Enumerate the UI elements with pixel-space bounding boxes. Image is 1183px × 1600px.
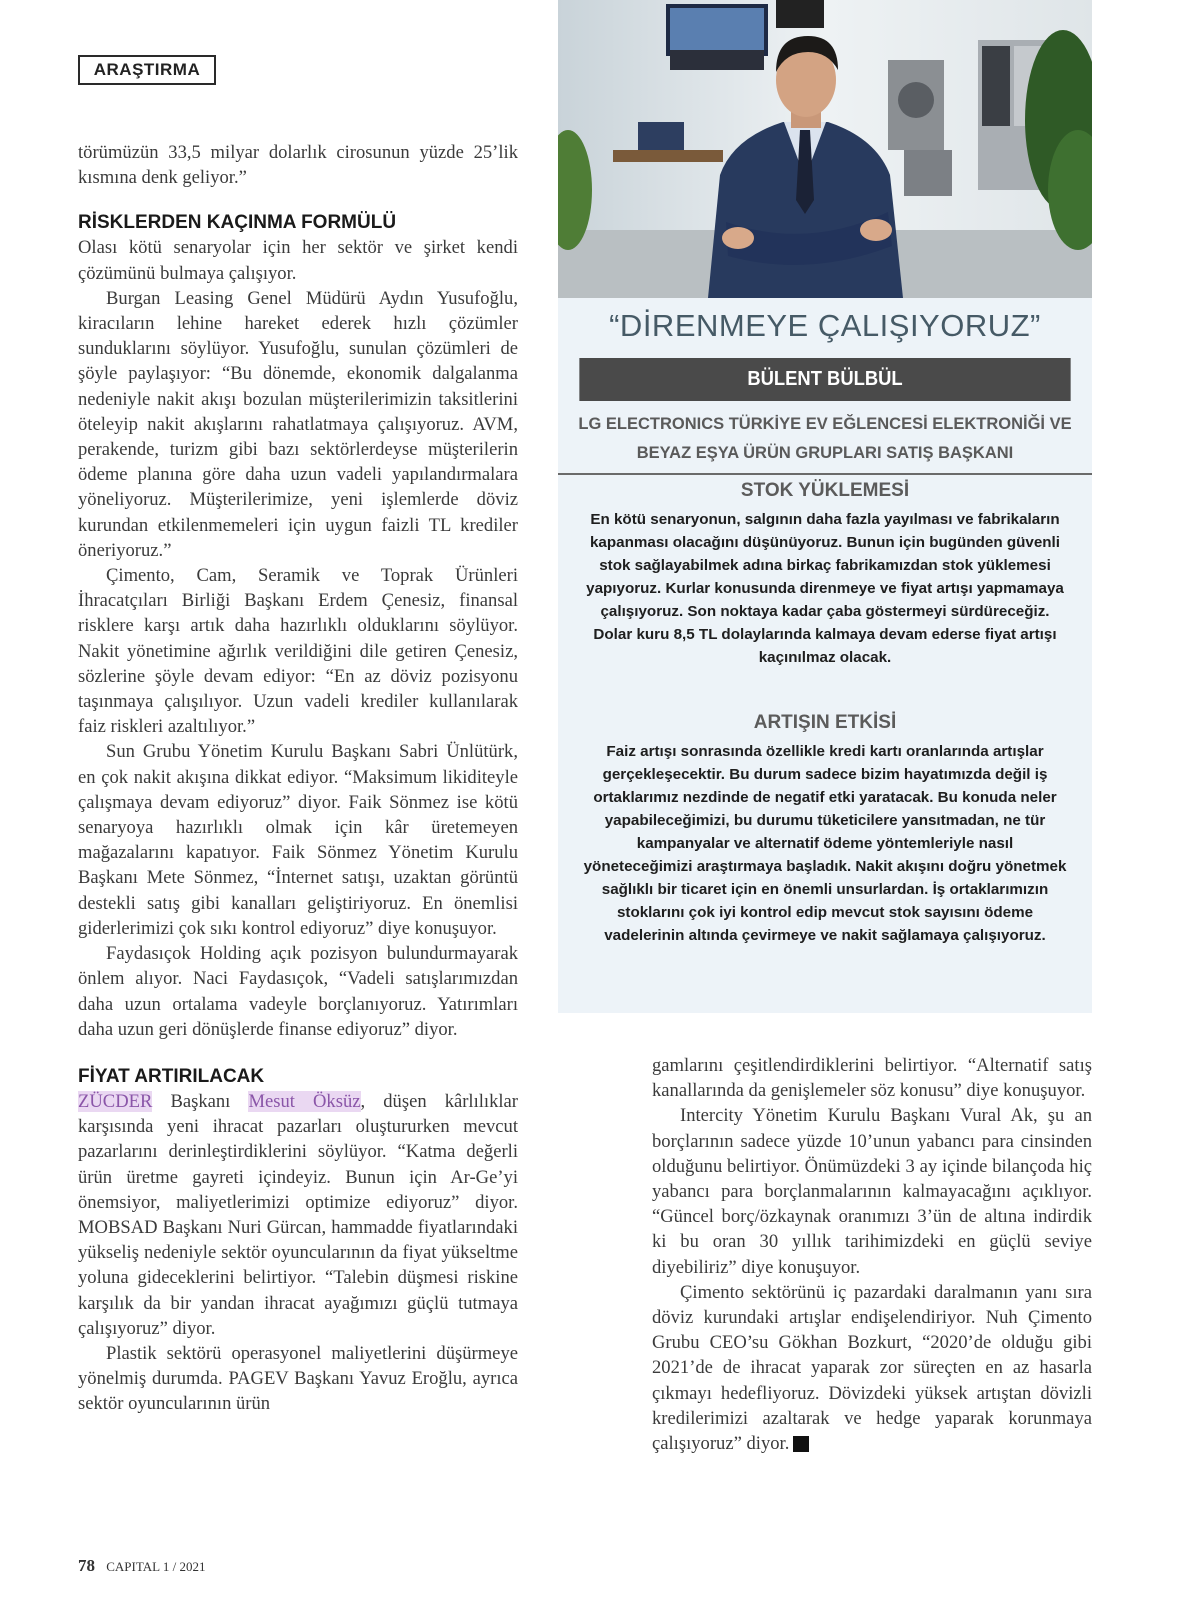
end-mark-icon: C — [793, 1436, 809, 1452]
paragraph: Olası kötü senaryolar için her sektör ve şirket kendi çözümünü bulmaya çalışıyor. — [78, 237, 518, 284]
issue-number: 1 / 2021 — [162, 1559, 206, 1574]
paragraph: törümüzün 33,5 milyar dolarlık cirosunun yüzde 25’lik kısmına denk geliyor.” — [78, 142, 518, 189]
sidebar-name-bar: BÜLENT BÜLBÜL — [579, 358, 1070, 401]
magazine-name: CAPITAL — [106, 1559, 160, 1574]
section-tag: ARAŞTIRMA — [78, 55, 216, 85]
sidebar-text-stock: En kötü senaryonun, salgının daha fazla yayılması ve fabrikaların kapanması olacağını düşünüyoruz. Bunun için bugünden güvenli stok sağlayabilmek adına birkaç fabrikamızdan stok yüklemesi yapıyoruz. Kurlar konusunda direnmeye ve fiyat artışı yapmamaya çalışıyoruz. Son noktaya kadar çaba göstermeyi sürdüreceğiz. Dolar kuru 8,5 TL dolaylarında kalmaya devam ederse fiyat artışı kaçınılmaz olacak. — [586, 511, 1064, 666]
sidebar-divider — [558, 473, 1092, 475]
portrait-photo — [558, 0, 1092, 298]
paragraph: Faydasıçok Holding açık pozisyon bulundurmayarak önlem alıyor. Naci Faydasıçok, “Vadeli satışlarımızdan daha uzun ortalama vadeyle borçlanıyoruz. Yatırımları daha uzun geri dönüşlerde finanse ediyoruz” diyor. — [78, 943, 518, 1040]
sidebar-subheading-impact: ARTIŞIN ETKİSİ — [753, 712, 897, 733]
paragraph: Çimento sektörünü iç pazardaki daralmanın yanı sıra döviz kurundaki artışlar endişelendiriyor. Nuh Çimento Grubu CEO’su Gökhan Bozkurt, “2020’de olduğu gibi 2021’de de ihracat yaparak zor süreçten en az hasarla çıkmayı hedefliyoruz. Dövizdeki yüksek artıştan dövizli kredilerimizi azaltarak ve hedge yaparak korunmaya çalışıyoruz” diyor. C — [652, 1281, 1092, 1455]
sidebar-role-line: LG ELECTRONICS TÜRKİYE EV EĞLENCESİ ELEKTRONİĞİ VE — [578, 415, 1072, 433]
right-column — [652, 1053, 1092, 1456]
paragraph: Sun Grubu Yönetim Kurulu Başkanı Sabri Ünlütürk, en çok nakit akışına dikkat ediyor. “Maksimum likiditeyle çalışmaya devam ediyoruz” diyor. Faik Sönmez ise kötü senaryoya hazırlıklı olmak için kâr üretemeyen mağazalarını kapatıyor. Faik Sönmez Yönetim Kurulu Başkanı Mete Sönmez, “İnternet satışı, uzaktan görüntü destekli satış gibi kanalları geliştiriyoruz. En önemlisi giderlerimizi çok sıkı kontrol ediyoruz” diye konuşuyor. — [78, 741, 518, 939]
sidebar-subheading-stock: STOK YÜKLEMESİ — [740, 480, 910, 501]
paragraph: Plastik sektörü operasyonel maliyetlerini düşürmeye yönelmiş durumda. PAGEV Başkanı Yavuz Eroğlu, ayrıca sektör oyuncularının ürün — [78, 1342, 518, 1415]
sidebar-text-impact: Faiz artışı sonrasında özellikle kredi kartı oranlarında artışlar gerçekleşecektir. Bu durum sadece bizim hayatımızda değil iş ortaklarımız nezdinde de negatif etki yaratacak. Bu konuda neler yapabileceğimizi, bu durumu tüketicilere yansıtmadan, ne tür kampanyalar ve alternatif ödeme yöntemleriyle nasıl yöneteceğimizi araştırmaya başladık. Nakit akışını doğru yönetmek sağlıklı bir ticaret için en önemli unsurlardan. İş ortaklarımızın stoklarını çok iyi kontrol edip mevcut stok sayısını ödeme vadelerinin altında çevirmeye ve nakit sağlamaya çalışıyoruz. — [583, 743, 1067, 944]
paragraph: Çimento, Cam, Seramik ve Toprak Ürünleri İhracatçıları Birliği Başkanı Erdem Çenesiz, finansal risklere karşı artık daha hazırlıklı olduklarını söylüyor. Nakit yönetimine ağırlık verildiğini dile getiren Çenesiz, sözlerine şöyle devam ediyor: “En az döviz pozisyonu taşınmaya çalışılıyor. Uzun vadeli krediler kullanılarak faiz riskleri azaltılıyor.” — [78, 565, 518, 738]
paragraph: Burgan Leasing Genel Müdürü Aydın Yusufoğlu, kiracıların lehine hareket ederek hızlı çözümler sunduklarını söylüyor. Yusufoğlu, sunulan çözümleri de şöyle paylaşıyor: “Bu dönemde, ekonomik dalgalanma nedeniyle nakit akışı bozulan müşterilerimizin taksitlerini öteleyip nakit akışlarını rahatlatmaya çalışıyoruz. AVM, perakende, turizm gibi bazı sektörlerdeyse müşterilerin ödeme planına göre daha uzun vadeli yapılandırmalara yöneliyoruz. Müşterilerimize, yeni işlemlerde döviz kurundan etkilenmemeleri için uygun faizli TL krediler öneriyoruz.” — [78, 287, 518, 561]
paragraph: gamlarını çeşitlendirdiklerini belirtiyor. “Alternatif satış kanallarında da genişlemeler söz konusu” diye konuşuyor. — [652, 1055, 1092, 1102]
portrait-illustration — [558, 0, 1092, 298]
subheading-price: FİYAT ARTIRILACAK — [78, 1065, 265, 1087]
highlight-org[interactable]: ZÜCDER — [78, 1090, 153, 1112]
sidebar-role-line: BEYAZ EŞYA ÜRÜN GRUPLARI SATIŞ BAŞKANI — [636, 444, 1014, 462]
left-column — [78, 140, 518, 1417]
sidebar-role — [578, 410, 1072, 468]
paragraph: ZÜCDER Başkanı Mesut Öksüz, düşen kârlılıklar karşısında yeni ihracat pazarları oluştururken mevcut pazarlarını derinleştirdiklerini söylüyor. “Katma değerli ürün üretme gayreti içindeyiz. Bunun için Ar-Ge’yi önemsiyor, maliyetlerimizi optimize ediyoruz” diyor. MOBSAD Başkanı Nuri Gürcan, hammadde fiyatlarındaki yükseliş nedeniyle sektör oyuncularının da fiyat yükseltme yoluna gideceklerini belirtiyor. “Talebin düşmesi riskine karşılık da bir yandan ihracat ayağımızı güçlü tutmaya çalışıyoruz” diyor. — [78, 1090, 519, 1339]
sidebar-box — [558, 298, 1092, 1013]
sidebar-title: “DİRENMEYE ÇALIŞIYORUZ” — [609, 308, 1041, 343]
highlight-person[interactable]: Mesut Öksüz — [248, 1090, 361, 1112]
page-number: 78 — [78, 1556, 95, 1575]
page-footer — [78, 1556, 206, 1576]
subheading-risks: RİSKLERDEN KAÇINMA FORMÜLÜ — [78, 212, 397, 234]
paragraph: Intercity Yönetim Kurulu Başkanı Vural Ak, şu an borçlarının sadece yüzde 10’unun yabancı para cinsinden olduğunu belirtiyor. Önümüzdeki 3 ay içinde bilançoda hiç yabancı para borçlanmalarının kalmayacağını açıklıyor. “Güncel borç/özkaynak oranımızı 3’ün de altına indirdik ki bu oran 30 yıllık tarihimizdeki en güçlü seviye diyebiliriz” diye konuşuyor. — [652, 1105, 1092, 1278]
